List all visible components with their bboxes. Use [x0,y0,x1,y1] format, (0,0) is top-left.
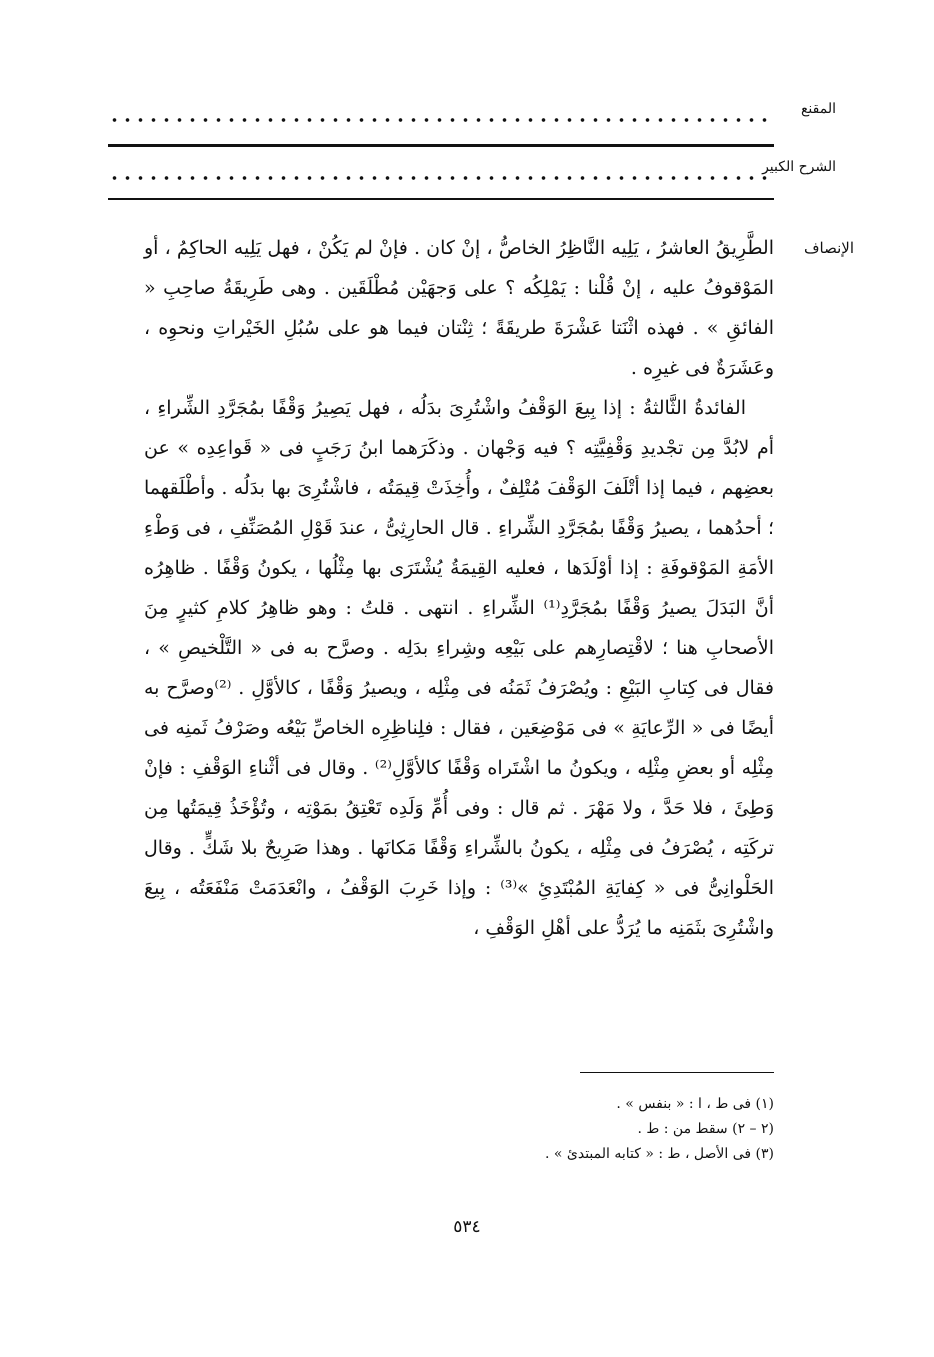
footnote-divider [580,1072,774,1073]
paragraph-tenth-method: الطَّرِيقُ العاشرُ ، يَلِيه النَّاظِرُ الخاصُّ ، إنْ كان . فإنْ لم يَكُنْ ، فهل يَلِيه الحاكِمُ ، أو المَوْقوفُ عليه ، إنْ قُلْنا : يَمْلِكُه ؟ على وَجهَيْن مُطْلَقَين . وهى طَرِيقَةُ صاحِبِ « الفائقِ » . فهذه اثْنَتا عَشْرَةَ طريقَةً ؛ ثِنْتان فيما هو على سُبُلِ الخَيْراتِ ونحوِه ، وعَشَرَةٌ فى غيرِه . [144,237,774,379]
footnote-2: (٢ – ٢) سقط من : ط . [637,1121,774,1137]
insaf-side-label: الإنصاف [803,239,854,257]
main-text [144,228,774,948]
page-number: ٥٣٤ [453,1217,481,1237]
footnote-3: (٣) فى الأصل ، ط : « كتابه المبتدئ » . [544,1146,774,1162]
muqni-header-label: المقنع [800,101,836,117]
header-divider-thick [108,144,774,147]
footnotes [154,1092,774,1167]
muqni-dotted-line [108,118,774,122]
paragraph-third-benefit: الفائدةُ الثَّالثةُ : إذا بِيعَ الوَقْفُ واشْتُرِىَ بدَلُه ، فهل يَصِيرُ وَقْفًا بمُجَرَّدِ الشِّراءِ ، أم لابُدَّ مِن تجْديدِ وَقْفِيَّتِه ؟ فيه وَجْهان . وذكَرَهما ابنُ رَجَبٍ فى « قَواعِدِه » عن بعضِهم ، فيما إذا أتْلَفَ الوَقْفَ مُتْلِفٌ ، وأُخِذَتْ قِيمَتُه ، فاشْتُرِىَ بها بدَلُه . وأطْلَقهما ؛ أحدُهما ، يصيرُ وَقْفًا بمُجَرَّدِ الشِّراءِ . قال الحارِثِىُّ ، عندَ قَوْلِ المُصَنِّفِ ، فى وَطْءِ الأمَةِ المَوْقوفَةِ : إذا أوْلَدَها ، فعليه القِيمَةُ يُشْتَرَى بها مِثْلُها ، يكونُ وَقْفًا . ظاهِرُه أنَّ البَدَلَ يصيرُ وَقْفًا بمُجَرَّدِ⁽¹⁾ الشِّراءِ . انتهى . قلتُ : وهو ظاهِرُ كلامِ كثيرٍ مِنَ الأصحابِ هنا ؛ لاقْتِصارِهم على بَيْعِه وشِراءِ بدَلِه . وصرَّح به فى « التَّلْخيصِ » ، فقال فى كِتابِ البَيْعِ : ويُصْرَفُ ثَمَنُه فى مِثْلِه ، ويصيرُ وَقْفًا ، كالأوَّلِ . ⁽²⁾وصرَّح به أيضًا فى « الرِّعايَةِ » فى مَوْضِعَين ، فقال : فلِناظِرِه الخاصِّ بَيْعُه وصَرْفُ ثَمنِه فى مِثْلِه أو بعضِ مِثْلِه ، ويكونُ ما اشْتَراه وَقْفًا كالأوَّلِ⁽²⁾ . وقال فى أثْناءِ الوَقْفِ : فإنْ وَطِئَ ، فلا حَدَّ ، ولا مَهْرَ . ثم قال : وفى أُمِّ وَلَدِه تَعْتِقُ بمَوْتِه ، وتُؤْخَذُ قِيمَتُها مِن تركَتِه ، يُصْرَفُ فى مِثْلِه ، يكونُ بالشِّراءِ وَقْفًا مَكانَها . وهذا صَرِيحٌ بلا شَكٍّ . وقال الحَلْوانِىُّ فى « كِفايَةِ المُبْتَدِئِ »⁽³⁾ : وإذا خَرِبَ الوَقْفُ ، وانْعَدَمَتْ مَنْفَعَتُه ، بِيعَ واشْتُرِىَ بثَمَنِه ما يُرَدُّ على أهْلِ الوَقْفِ ، [144,397,774,939]
header-divider-thin [108,198,774,200]
footnote-1: (١) فى ط ، ا : « بنفس » . [616,1096,774,1112]
sharh-dotted-line [108,176,774,180]
sharh-header-label: الشرح الكبير [762,159,836,175]
